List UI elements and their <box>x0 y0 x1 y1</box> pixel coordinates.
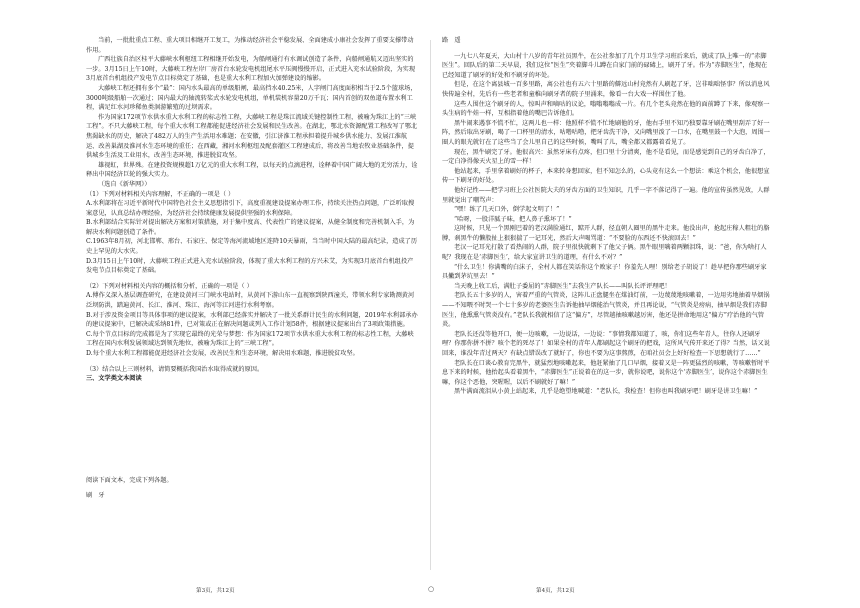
paragraph: 广西壮族自治区桂平大藤峡水利枢纽工程相继开始发电，为船闸通行有水调试创造了条件，向船闸通航又迈出坚实的一步。3月15日上午10时，大藤峡工程左岸厂房首台水轮发电机组尾水平压阀慢慢开启，正式进入充水试验阶段，为实现3月底首台机组投产发电节点目标奠定了基础，也是重大水利工程加火加弹建设的缩影。 <box>86 56 416 83</box>
question-3-stem: （3）结合以上三则材料，请简要概括我国治水取得成就的原因。 <box>86 365 264 373</box>
paragraph: “哈呀，一股洋腻子味，把人鼻子熏坏了！” <box>454 215 572 223</box>
question-1-option-d: D.3月15日上午10时，大藤峡工程正式进入充水试验阶段，体现了重大水利工程的方兴未艾，为实现3月底首台机组投产发电节点目标奠定了基础。 <box>86 257 414 275</box>
question-2-stem: （2）下列对材料相关内容的概括和分析，正确的一项是（ ） <box>86 282 253 290</box>
page-footer-left: 第3页，共12页 <box>196 588 235 594</box>
question-1-option-a: A.水利部将在习近平新时代中国特色社会主义思想指引下，高度重视建设提案办理工作，持续关注热点问题，广泛听取搜案意见，认真总结办理经验，为经济社会持续健康发展提供坚强的水利保障。 <box>86 200 415 217</box>
paragraph: 老汉一记耳光打散了看热闹的人群，院子里很快就剩下了他父子俩。黑牛眼里噙着两颗泪珠，说：“爸，你为啥打人呢？我现在是‘赤脚医生’，给大家宣讲卫生的道理，有什么不对？” <box>442 244 767 262</box>
paragraph: 黑牛闹来遇事不慌不忙，这两儿也一样：他照样不慌不忙地刷他的牙，他右手里不知乃独要靠牙刷在嘴里刮弄了好一阵，然后取出牙刷，喝了一口杯里的清水，咕噜咕噜，把牙齿洗干净，又向嘴里泼了一口水，在嘴里鼓一个大泡，周围一圈人的眼光就钉在了这些当了会儿里自己的这些时候，嘴叫了儿，嘴全都又都露着看见了。 <box>442 119 770 146</box>
paragraph: 当前，一批批重点工程、重大项目相继开工复工，为推动经济社会平稳发展、全面建成小康社会发挥了重要支撑带动作用。 <box>86 37 414 54</box>
paragraph: 作为国家172项节水供水重大水利工程的标志性工程，大藤峡工程是珠江流域关键控制性工程，被喻为珠江上的“三峡工程”。不只大藤峡工程，每个重大水利工程都能促进经济社会发展和民生改善。在湖北，鄂北水资源配置工程改写了鄂北焦渴缺水的历史，解决了482万人的生产生活用水难题；在安徽，引江济淮工程承担着提升城乡供水能力、发展江淮航运、改善巢湖及淮河水生态环境的重任；在西藏，湘河水利枢纽及配套灌区工程建成后，将改善当地农牧业基础条件，提供城乡生活及工业用水，改善生态环境，推进脱贫攻坚。 <box>86 113 418 160</box>
story-title: 刷 牙 <box>86 492 105 500</box>
paragraph: 他好记性——把学习班上公社医院大夫的牙齿方面的卫生知识，几乎一字不落记得了一遍。他的宣传虽然见效，人群里就觉出了嘲骂声： <box>442 186 770 204</box>
question-2-option-c: C.每个节点目标的完成都是为了实现它最终的光荣与梦想：作为国家172项节水供水重大水利工程的标志性工程，大藤峡工程在国内水利发展领域达到领先地位，被喻为珠江上的“三峡工程”。 <box>86 330 414 348</box>
source-note: （选自《新华网》） <box>98 180 151 188</box>
paragraph: 老队长在口谈心教育完黑牛，就猛烈地咳嗽起来，他赶紧抽了几口早烟，接着又是一阵更猛烈的咳嗽，等咳嗽暂时平息下来的时候，他抬起头看着黑牛，“赤脚医生”正说着在的这一步，就你说吧，说你这个‘赤脚医生’，说你这个赤脚医生嘛，你这个恶他，突喔喔，以后不刷就好了嘛！” <box>442 359 770 386</box>
paragraph: 雄视虹，世界殊。在建投资规模超1万亿元的重大水利工程，以每天的点滴进程，诠释着中国广阔大地的无穷活力，诠释出中国经济巨轮的强大实力。 <box>86 161 418 179</box>
paragraph: 这些人围住这个刷牙的人，惊叫声和嘀咕的议论，嗡嗡嗡嗡成一片。有几个老头竟然在他的面前蹲了下来，像观察一头生病的牛娃一样，互相指着他的嘴巴告诉他们。 <box>442 100 770 118</box>
left-column <box>86 36 418 501</box>
question-2-option-b: B.对于涉及资金项目等具体事项的建议提案，水利部已经落实并解决了一批关系群计民生的水利问题，2019年水利部承办的建议提案中，已解决或采纳81件，已对策或正在解决问题或列入工作计划58件，根据建议提案出台了3项政策措施。 <box>86 311 418 329</box>
question-2-option-a: A.傅作义深入基层调查研究，在建设黄河三门峡水电站时，从黄河下游山东一直视察到陕西潼关，带领水利专家勘测黄河泛坝防洪，踏遍黄河、长江、淮河、珠江、海河等江河进行水利考察。 <box>86 292 415 310</box>
question-1-stem: （1）下列对材料相关内容理解，不正确的一项是（ ） <box>86 190 235 198</box>
section-heading: 三、文学类文本阅读 <box>86 375 142 383</box>
paragraph: 当天晚上收工后，满肚子委屈的“赤脚医生”去我生产队长——叫队长评评理吧！ <box>454 282 671 290</box>
paragraph: 他站起来，手里拿着刷好的杯子，本来转身想回家，但不知怎么的，心头竟有这么一个想法：乘这个机会，他很想宣传一下刷牙的好处。 <box>442 167 770 185</box>
paragraph: 但是，在这个离县城一百多里路，离公社也有五六十里路的僻远山村竟然有人刷起了牙，岂非咄咄怪事？所以消息风快传遍全村，先后有一些老者和童稚向刷牙者的院子里涌来，像看一台大戏一样围住了他。 <box>442 81 770 98</box>
paragraph: 黑牛满面流泪从小黄上站起来，几乎是绝望地喊道：“老队长，我检查！但你也叫我刷牙吧！刷牙是讲卫生嘛！” <box>454 388 758 396</box>
paragraph: “嘿！练了几天口外，倒学起文明了！” <box>454 206 560 214</box>
question-2-option-d: D.每个重大水利工程都能促进经济社会发展，改善民生和生态环境，解决用水难题，推进脱贫攻坚。 <box>86 350 359 357</box>
page-footer-right: 第4页，共12页 <box>536 588 575 594</box>
paragraph: 这时候，只见一个黑刚巴着的老汉满脸通红，踮开人群，径直朝人圈里的黑牛走来。他没出声，抢起庄稼人粗壮的胳膊，刹黑牛的懒股扯上狠狠揣了一记耳光，然后大声喝骂道：“不要脸的东西还不快滚回去！” <box>442 225 770 242</box>
paragraph: 现在，黑牛刷完了牙。他很高兴：虽然牙床有点疼，但口里十分清爽，他不是看见，而是感觉到自己的牙齿白净了，一定白净得像天火星上的雪一样！ <box>442 148 770 166</box>
paragraph: 大藤峡工程还拥有多个“最”：国内水头最高的单级船闸，最高挡水40.25米，人字闸门高度面积相当于2.5个篮球场，3000吨级船舶一次通过；国内最大的轴流转桨式水轮发电机组，单机装机容量20万千瓦；国内首创的双鱼道布置水利工程，满足红水河珍稀鱼类洄游繁殖的过坝需求。 <box>86 84 417 112</box>
paragraph: “什么卫生！你满嘴的白沫子，全村人都在笑话你这个败家子！你羞先人哩！别给老子胡说了！趁早把你那些刷牙家具撇到茅坑里去！” <box>442 263 767 281</box>
right-page <box>430 0 860 608</box>
right-column <box>442 36 772 397</box>
center-circle-icon: ○ <box>428 585 435 593</box>
paragraph: 一九七八年夏天，大山村十八岁的青年社员黑牛，在公社参加了几个月卫生学习班后来后，就成了队上唯一的“赤脚医生”。回队后的第二天早晨，我们这位“医生”夹着脚斗儿蹲在自家门前的碌碡上，刷开了牙。作为“赤脚医生”，他现在已经知道了刷牙的好处和不刷牙的坏处。 <box>442 52 768 79</box>
reading-instruction: 阅读下面文本，完成下列各题。 <box>86 476 173 484</box>
author-name: 路 遥 <box>442 37 461 44</box>
question-1-option-c: C.1963年8月初，河北邯郸、邢台、石家庄、保定等海河流域地区连降10天暴雨，当当时中国大陆的最高纪录，造成了历史上罕见的大水灾。 <box>86 238 418 256</box>
paragraph: 老队长还没等他开口，便一边咳嗽，一边说话，一边说：“事情我都知道了，咳，你们这些年青人，往你人还刷牙哩？你那你拼不拼？咳个老的死尽了！如果全村的青年人都刷起这个刷牙的把戏，这所风气传开来还了得？当然，话又说回来，谁没年青过两天？有缺点错误改了就好了，你也不要为这事熬煎，在咱社员会上好好检查一下思想就行了……” <box>442 330 770 357</box>
question-1-option-b: B.水利部结合实际针对提出解决方案和对策措施，对于集中度高、代表性广的建议提案，从健全制度和完善机制入手，为解决水利问题创造了条件。 <box>86 219 415 236</box>
paragraph: 老队长五十多岁的人，害着严重的气管炎，这阵儿正盘腿坐在煤油灯前，一边蔑蔑地咳嗽着，一边用劣地抽着旱烟锅——不知喂不时哭一个七十多岁的老婆医生告诉他抽早烟能治气管炎，并且再论说，“气管炎是痨病，抽早烟是我们赤脚医生，他熏熏气管炎没有。”老队长我就相信了这“偏方”，尽管越抽咳嗽越厉害，他还是拼命地用这“偏方”疗治他的气管炎。 <box>442 292 770 329</box>
